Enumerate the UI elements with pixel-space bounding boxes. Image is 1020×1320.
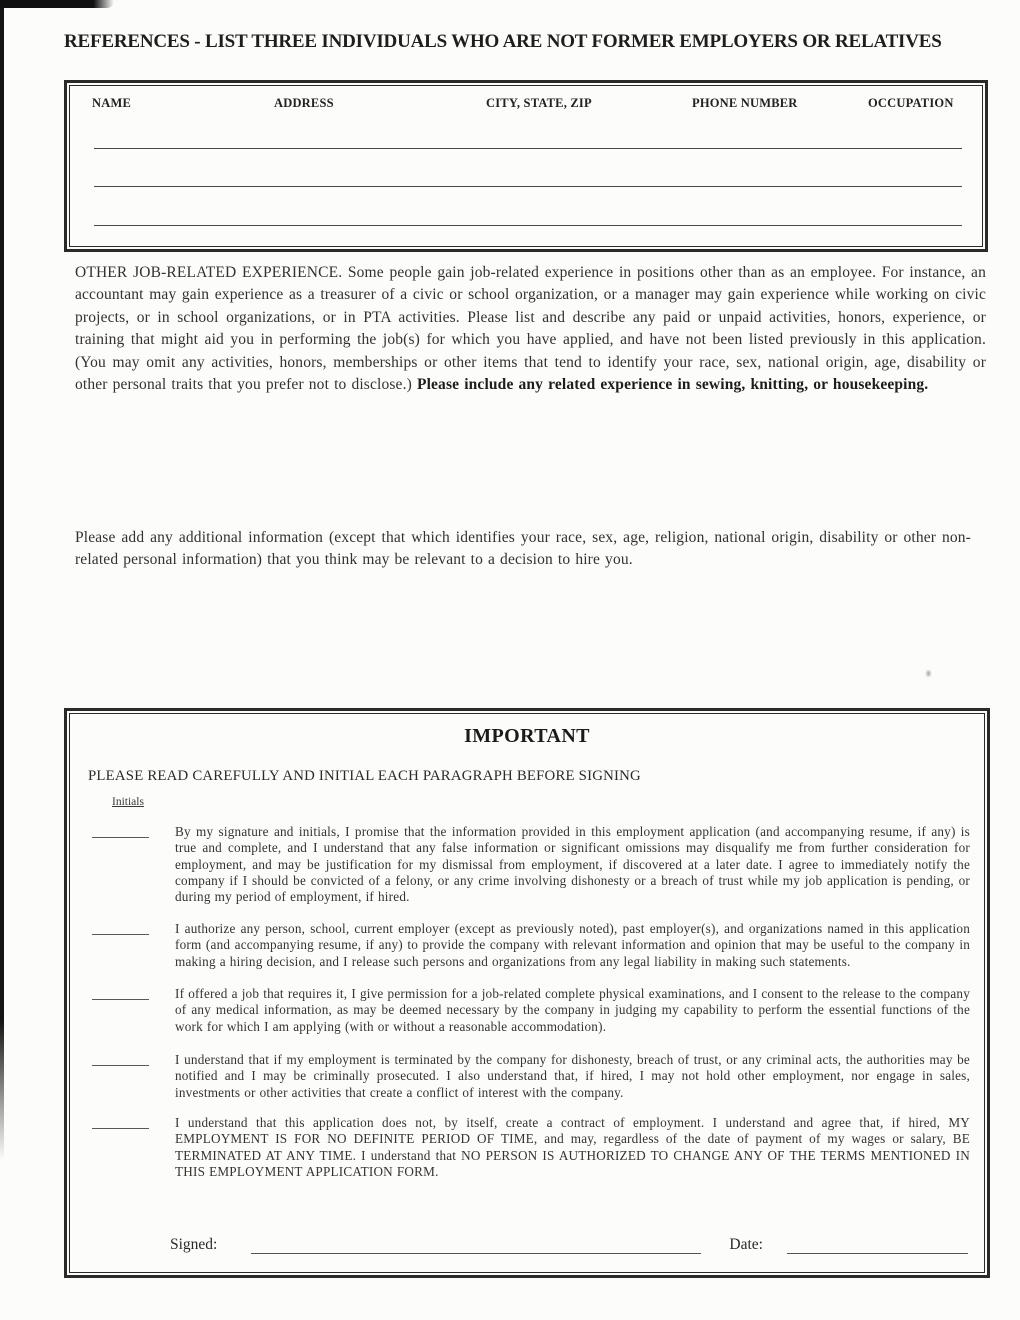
initial-paragraph-row-1	[92, 824, 970, 905]
scan-artifact-left-edge	[0, 0, 4, 1160]
reference-row-line-2[interactable]	[94, 186, 962, 187]
initial-paragraph-row-3	[92, 986, 970, 1035]
signature-blank-line[interactable]	[251, 1238, 701, 1254]
other-experience-paragraph	[75, 262, 986, 396]
signed-label: Signed:	[170, 1236, 218, 1253]
scan-artifact-speck	[925, 669, 932, 678]
important-section-inner-border	[69, 713, 985, 1273]
reference-row-line-3[interactable]	[94, 225, 962, 226]
initials-blank-line-2[interactable]	[92, 921, 149, 935]
initial-paragraph-text-4: I understand that if my employment is terminated by the company for dishonesty, breach of trust, or any criminal acts, the authorities may be notified and I may be criminally prosecuted. I also understand that, if hired, I may not hold other employment, nor engage in sales, investments or other activities that create a conflict of interest with the company.	[175, 1052, 970, 1100]
initials-column-label: Initials	[112, 796, 144, 808]
initial-paragraph-row-4	[92, 1052, 970, 1101]
additional-info-paragraph: Please add any additional information (except that which identifies your race, sex, age, religion, national origin, disability or other non-related personal information) that you think may be relevant to a decision to hire you.	[75, 529, 971, 569]
column-header-name: NAME	[92, 96, 131, 110]
signature-row	[170, 1236, 968, 1254]
initials-blank-line-1[interactable]	[92, 824, 149, 838]
references-table-inner-border	[69, 85, 983, 247]
initial-paragraph-text-1: By my signature and initials, I promise that the information provided in this employment application (and accompanying resume, if any) is true and complete, and I understand that any false information or significant omissions may disqualify me from further consideration for employment, and may be justification for my dismissal from employment, if discovered at a later date. I agree to immediately notify the company if I should be convicted of a felony, or any crime involving dishonesty or a breach of trust while my job application is pending, or during my period of employment, if hired.	[175, 824, 970, 905]
read-and-initial-instruction: PLEASE READ CAREFULLY AND INITIAL EACH PARAGRAPH BEFORE SIGNING	[88, 768, 641, 784]
column-header-city-state-zip: CITY, STATE, ZIP	[486, 96, 592, 110]
reference-row-line-1[interactable]	[94, 148, 962, 149]
initial-paragraph-text-3: If offered a job that requires it, I give permission for a job-related complete physical examinations, and I consent to the release to the company of any medical information, as may be deemed necessary by the company in judging my capability to perform the essential functions of the work for which I am applying (with or without a reasonable accommodation).	[175, 986, 970, 1034]
column-header-occupation: OCCUPATION	[868, 96, 954, 110]
initial-paragraph-text-2: I authorize any person, school, current employer (except as previously noted), past employer(s), and organizations named in this application form (and accompanying resume, if any) to provide the company with relevant information and opinion that may be useful to the company in making a hiring decision, and I release such persons and organizations from any legal liability in making such statements.	[175, 921, 970, 969]
column-header-phone-number: PHONE NUMBER	[692, 96, 798, 110]
references-section-title: REFERENCES - LIST THREE INDIVIDUALS WHO ARE NOT FORMER EMPLOYERS OR RELATIVES	[64, 31, 942, 52]
column-header-address: ADDRESS	[274, 96, 334, 110]
other-experience-text: OTHER JOB-RELATED EXPERIENCE. Some people gain job-related experience in positions other than as an employee. For instance, an accountant may gain experience as a treasurer of a civic or school organization, or a manager may gain experience while working on civic projects, or in school organizations, or in PTA activities. Please list and describe any paid or unpaid activities, honors, experience, or training that might aid you in performing the job(s) for which you have applied, and have not been listed previously in this application. (You may omit any activities, honors, memberships or other items that tend to identify your race, sex, national origin, age, disability or other personal traits that you prefer not to disclose.)	[75, 264, 986, 394]
initial-paragraph-row-2	[92, 921, 970, 970]
other-experience-bold-text: Please include any related experience in sewing, knitting, or housekeeping.	[416, 376, 929, 394]
scan-artifact-top-edge	[0, 0, 114, 8]
important-title: IMPORTANT	[464, 725, 590, 747]
important-section	[64, 708, 990, 1278]
initial-paragraph-row-5	[92, 1115, 970, 1180]
date-label: Date:	[729, 1236, 763, 1253]
initials-blank-line-3[interactable]	[92, 986, 149, 1000]
initial-paragraph-text-5: I understand that this application does not, by itself, create a contract of employment. I understand and agree that, if hired, MY EMPLOYMENT IS FOR NO DEFINITE PERIOD OF TIME, and may, regardless of the date of payment of my wages or salary, BE TERMINATED AT ANY TIME. I understand that NO PERSON IS AUTHORIZED TO CHANGE ANY OF THE TERMS MENTIONED IN THIS EMPLOYMENT APPLICATION FORM.	[175, 1115, 970, 1179]
date-blank-line[interactable]	[787, 1238, 968, 1254]
references-table	[64, 80, 988, 252]
initials-blank-line-5[interactable]	[92, 1115, 149, 1129]
initials-blank-line-4[interactable]	[92, 1052, 149, 1066]
